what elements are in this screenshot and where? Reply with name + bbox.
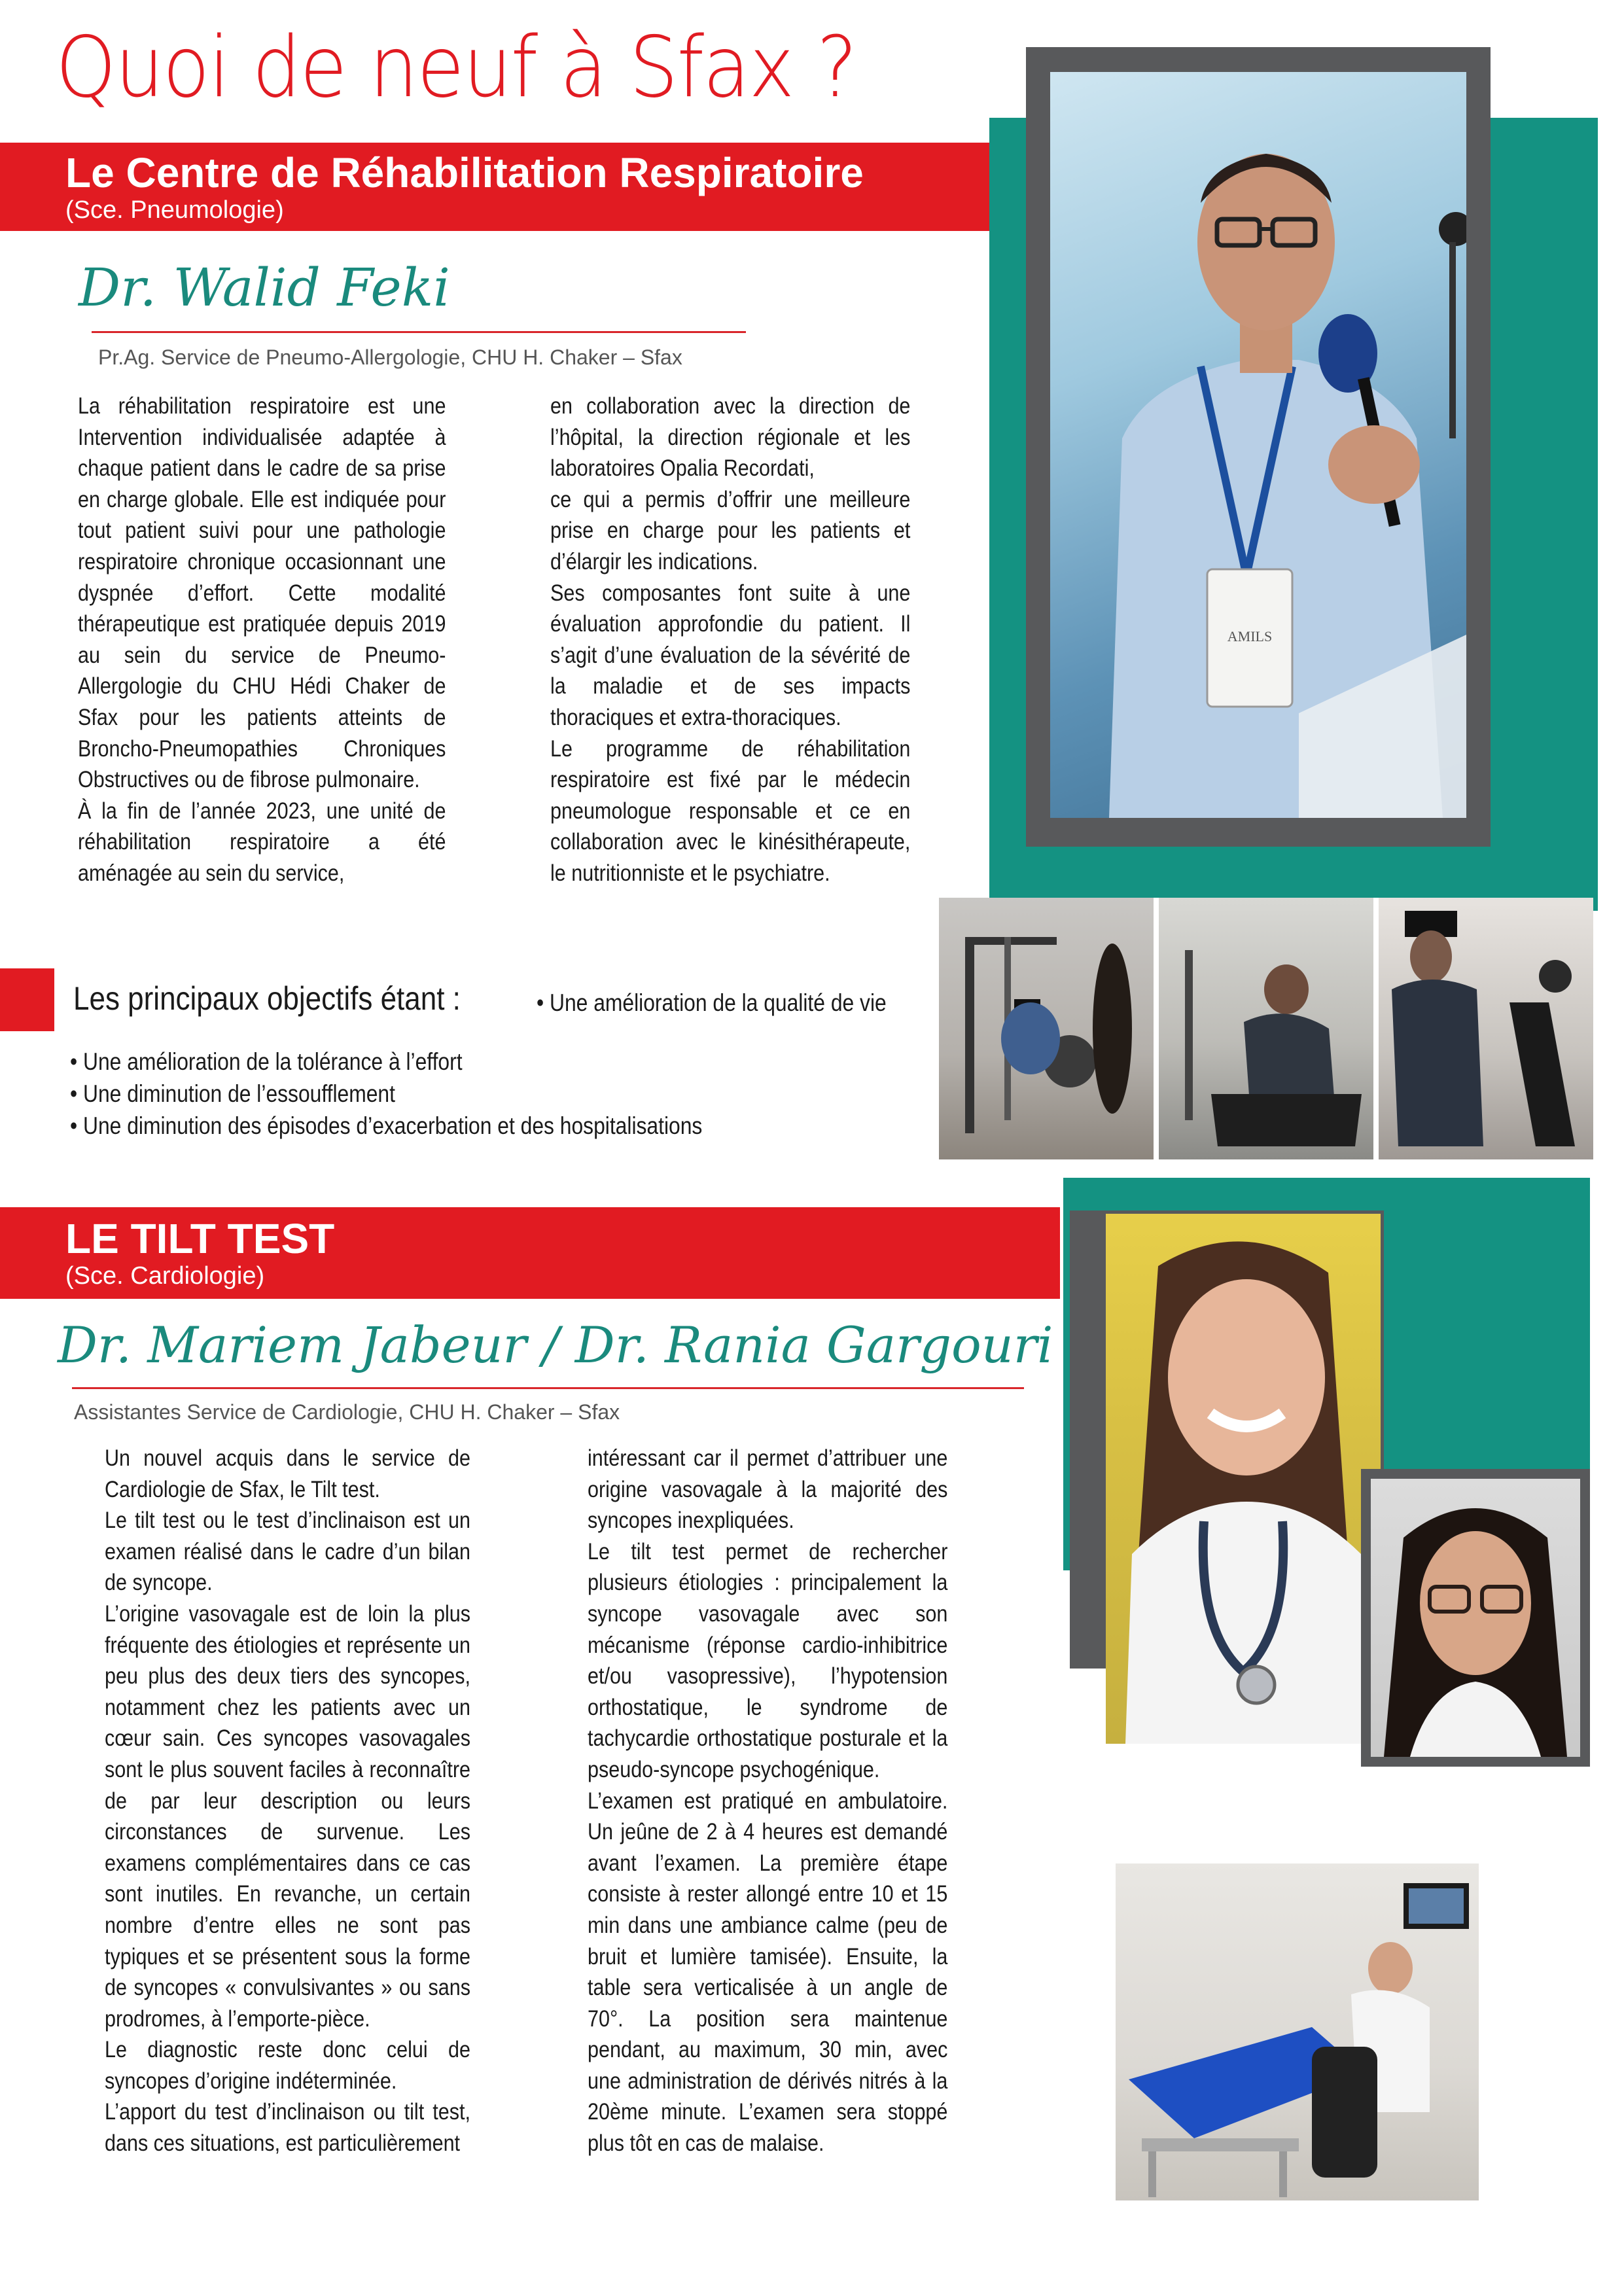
article1-col2-p2: ce qui a permis d’offrir une meilleure prise en charge pour les patients et d’élargir les indications. <box>550 486 911 574</box>
objective-item-3: • Une diminution de l’essoufflement <box>70 1080 395 1107</box>
article2-col1-p2: Le tilt test ou le test d’inclinaison est un examen réalisé dans le cadre d’un bilan de syncope. <box>105 1507 470 1596</box>
article1-service: (Sce. Pneumologie) <box>65 196 284 224</box>
article2-title: LE TILT TEST <box>65 1215 335 1262</box>
gym-photo-2 <box>1159 898 1373 1159</box>
masthead-title: Quoi de neuf à Sfax ? <box>56 19 856 116</box>
speaker-illustration <box>1050 72 1466 818</box>
gym-photo-3 <box>1379 898 1593 1159</box>
article1-col1-p1: La réhabilitation respiratoire est une Intervention individualisée adaptée à chaque patient dans le cadre de sa prise en charge globale. Elle est indiquée pour tout patient suivi pour une pathologie respiratoire chronique occasionnant une dyspnée d’effort. Cette modalité thérapeutique est pratiquée depuis 2019 au sein du service de Pneumo-Allergologie du CHU Hédi Chaker de Sfax pour les patients atteints de Broncho-Pneumopathies Chroniques Obstructives ou de fibrose pulmonaire. <box>78 393 446 793</box>
article1-title-band <box>0 143 1026 231</box>
article1-col1-p2: À la fin de l’année 2023, une unité de réhabilitation respiratoire a été aménagée au sein du service, <box>78 797 446 886</box>
objective-item-1: • Une amélioration de la qualité de vie <box>537 989 887 1016</box>
article2-column-2 <box>588 1443 947 2159</box>
doctor-photo-1 <box>1106 1214 1381 1744</box>
article2-col2-p1: intéressant car il permet d’attribuer une origine vasovagale à la majorité des syncopes inexpliquées. <box>588 1445 948 1534</box>
article2-col2-p2: Le tilt test permet de rechercher plusieurs étiologies : principalement la syncope vasovagale avec son mécanisme (réponse cardio-inhibitrice et/ou vasopressive), l’hypotension orthostatique, le syndrome de tachycardie orthostatique posturale et la pseudo-syncope psychogénique. <box>588 1538 948 1782</box>
objective-item-4: • Une diminution des épisodes d’exacerbation et des hospitalisations <box>70 1112 703 1139</box>
doctor-photo-2 <box>1371 1479 1580 1757</box>
objectives-marker <box>0 968 54 1031</box>
article2-col1-p1: Un nouvel acquis dans le service de Cardiologie de Sfax, le Tilt test. <box>105 1445 470 1502</box>
article2-col1-p3: L’origine vasovagale est de loin la plus fréquente des étiologies et représente un peu plus des deux tiers des syncopes, notamment chez les patients avec un cœur sain. Ces syncopes vasovagales sont le plus souvent faciles à reconnaître de par leur description ou leurs circonstances de survenue. Les examens complémentaires dans ce cas sont inutiles. En revanche, un certain nombre d’entre elles ne sont pas typiques et se présentent sous la forme de syncopes « convulsivantes » ou sans prodromes, à l’emporte-pièce. <box>105 1600 470 2032</box>
objectives-list <box>70 1046 702 1142</box>
article2-col1-p5: L’apport du test d’inclinaison ou tilt test, dans ces situations, est particulièrement <box>105 2098 470 2157</box>
article1-col2-p1: en collaboration avec la direction de l’hôpital, la direction régionale et les laboratoires Opalia Recordati, <box>550 393 911 482</box>
speaker-photo <box>1050 72 1466 818</box>
tilt-test-room-photo <box>1116 1863 1479 2200</box>
article1-author-rule <box>92 331 746 333</box>
objective-item-2: • Une amélioration de la tolérance à l’effort <box>70 1048 463 1075</box>
article2-column-1 <box>105 1443 470 2159</box>
badge-text: AMILS <box>1227 628 1273 645</box>
article1-col2-p3: Ses composantes font suite à une évaluation approfondie du patient. Il s’agit d’une évaluation de la sévérité de la maladie et de ses impacts thoraciques et extra-thoraciques. <box>550 579 911 730</box>
article2-affiliation: Assistantes Service de Cardiologie, CHU H. Chaker – Sfax <box>74 1400 620 1424</box>
gym-photo-1 <box>939 898 1154 1159</box>
article2-col2-p3: L’examen est pratiqué en ambulatoire. Un jeûne de 2 à 4 heures est demandé avant l’examen. La première étape consiste à rester allongé entre 10 et 15 min dans une ambiance calme (peu de bruit et lumière tamisée). Ensuite, la table sera verticalisée à un angle de 70°. La position sera maintenue pendant, au maximum, 30 min, avec une administration de dérivés nitrés à la 20ème minute. L’examen sera stoppé plus tôt en cas de malaise. <box>588 1787 948 2157</box>
article2-author-rule <box>72 1387 1024 1389</box>
article2-title-band <box>0 1207 1060 1299</box>
article1-column-2 <box>550 391 910 889</box>
article1-affiliation: Pr.Ag. Service de Pneumo-Allergologie, CHU H. Chaker – Sfax <box>98 345 682 369</box>
article1-column-1 <box>78 391 446 889</box>
objectives-heading: Les principaux objectifs étant : <box>73 980 461 1017</box>
article1-author: Dr. Walid Feki <box>79 257 450 318</box>
article2-service: (Sce. Cardiologie) <box>65 1262 265 1290</box>
article2-authors: Dr. Mariem Jabeur / Dr. Rania Gargouri <box>58 1316 1053 1374</box>
gym-photo-strip <box>939 898 1593 1159</box>
article1-title: Le Centre de Réhabilitation Respiratoire <box>65 149 864 196</box>
objectives-heading-row <box>73 980 514 1017</box>
article2-col1-p4: Le diagnostic reste donc celui de syncopes d’origine indéterminée. <box>105 2036 470 2094</box>
article1-col2-p4: Le programme de réhabilitation respiratoire est fixé par le médecin pneumologue responsable et ce en collaboration avec le kinésithérapeute, le nutritionniste et le psychiatre. <box>550 735 911 886</box>
